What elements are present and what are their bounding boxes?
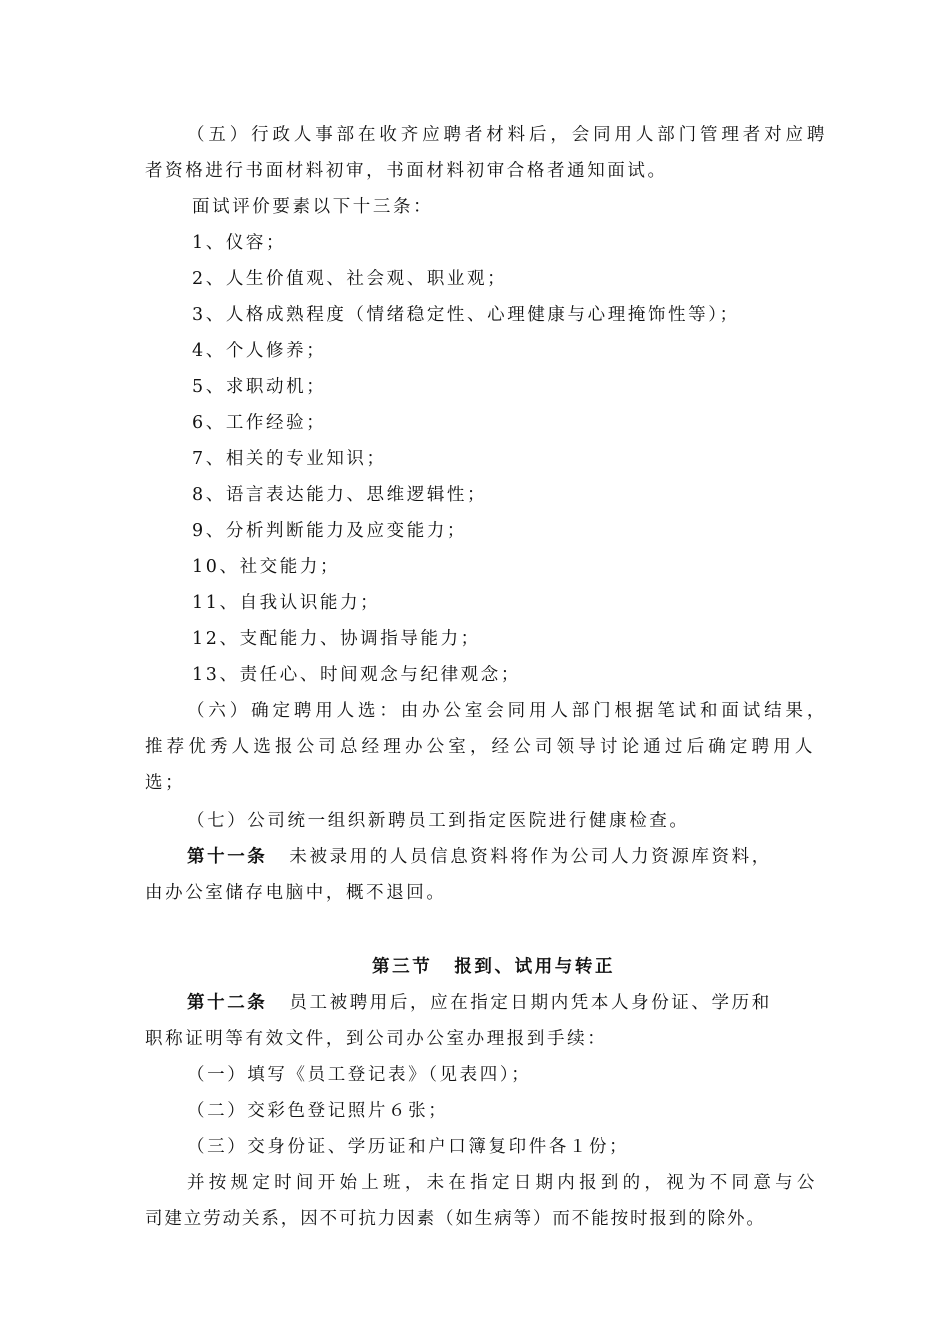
- eval-item: 3、人格成熟程度（情绪稳定性、心理健康与心理掩饰性等）；: [192, 305, 740, 325]
- article-11-text: 未被录用的人员信息资料将作为公司人力资源库资料，: [289, 847, 772, 867]
- paragraph-6-line2: 推荐优秀人选报公司总经理办公室，经公司领导讨论通过后确定聘用人: [145, 737, 815, 757]
- eval-item: 10、社交能力；: [192, 557, 341, 577]
- eval-item: 11、自我认识能力；: [192, 593, 381, 613]
- eval-item: 7、相关的专业知识；: [192, 449, 387, 469]
- article-12-label: 第十二条: [187, 993, 268, 1013]
- article-11-line2: 由办公室储存电脑中，概不退回。: [145, 883, 447, 903]
- eval-item: 12、支配能力、协调指导能力；: [192, 629, 481, 649]
- article-12-text: 员工被聘用后，应在指定日期内凭本人身份证、学历和: [289, 993, 772, 1013]
- eval-intro: 面试评价要素以下十三条：: [192, 197, 434, 217]
- paragraph-5-line2: 者资格进行书面材料初审，书面材料初审合格者通知面试。: [145, 161, 668, 181]
- article-12-line2: 职称证明等有效文件，到公司办公室办理报到手续：: [145, 1029, 608, 1049]
- article-12-tail-line2: 司建立劳动关系，因不可抗力因素（如生病等）而不能按时报到的除外。: [145, 1209, 766, 1229]
- article-12-item: （一）填写《员工登记表》（见表四）；: [187, 1065, 532, 1085]
- paragraph-7: （七）公司统一组织新聘员工到指定医院进行健康检查。: [187, 811, 690, 831]
- section-heading: [372, 956, 615, 978]
- article-12-item: （三）交身份证、学历证和户口簿复印件各１份；: [187, 1137, 630, 1157]
- eval-item: 9、分析判断能力及应变能力；: [192, 521, 468, 541]
- eval-item: 2、人生价值观、社会观、职业观；: [192, 269, 508, 289]
- eval-item: 8、语言表达能力、思维逻辑性；: [192, 485, 488, 505]
- article-12-line1: [187, 992, 772, 1014]
- section-title: 报到、试用与转正: [454, 957, 616, 977]
- eval-item: 13、责任心、时间观念与纪律观念；: [192, 665, 521, 685]
- eval-item: 6、工作经验；: [192, 413, 327, 433]
- paragraph-6-line1: （六）确定聘用人选：由办公室会同用人部门根据笔试和面试结果，: [187, 701, 827, 721]
- article-12-tail-line1: 并按规定时间开始上班，未在指定日期内报到的，视为不同意与公: [187, 1173, 817, 1193]
- article-11-label: 第十一条: [187, 847, 268, 867]
- section-number: 第三节: [372, 957, 433, 977]
- paragraph-6-line3: 选；: [145, 773, 186, 793]
- paragraph-5-line1: （五）行政人事部在收齐应聘者材料后，会同用人部门管理者对应聘: [187, 125, 827, 145]
- article-12-item: （二）交彩色登记照片６张；: [187, 1101, 449, 1121]
- eval-item: 5、求职动机；: [192, 377, 327, 397]
- eval-item: 4、个人修养；: [192, 341, 327, 361]
- article-11-line1: [187, 846, 772, 868]
- eval-item: 1、仪容；: [192, 233, 287, 253]
